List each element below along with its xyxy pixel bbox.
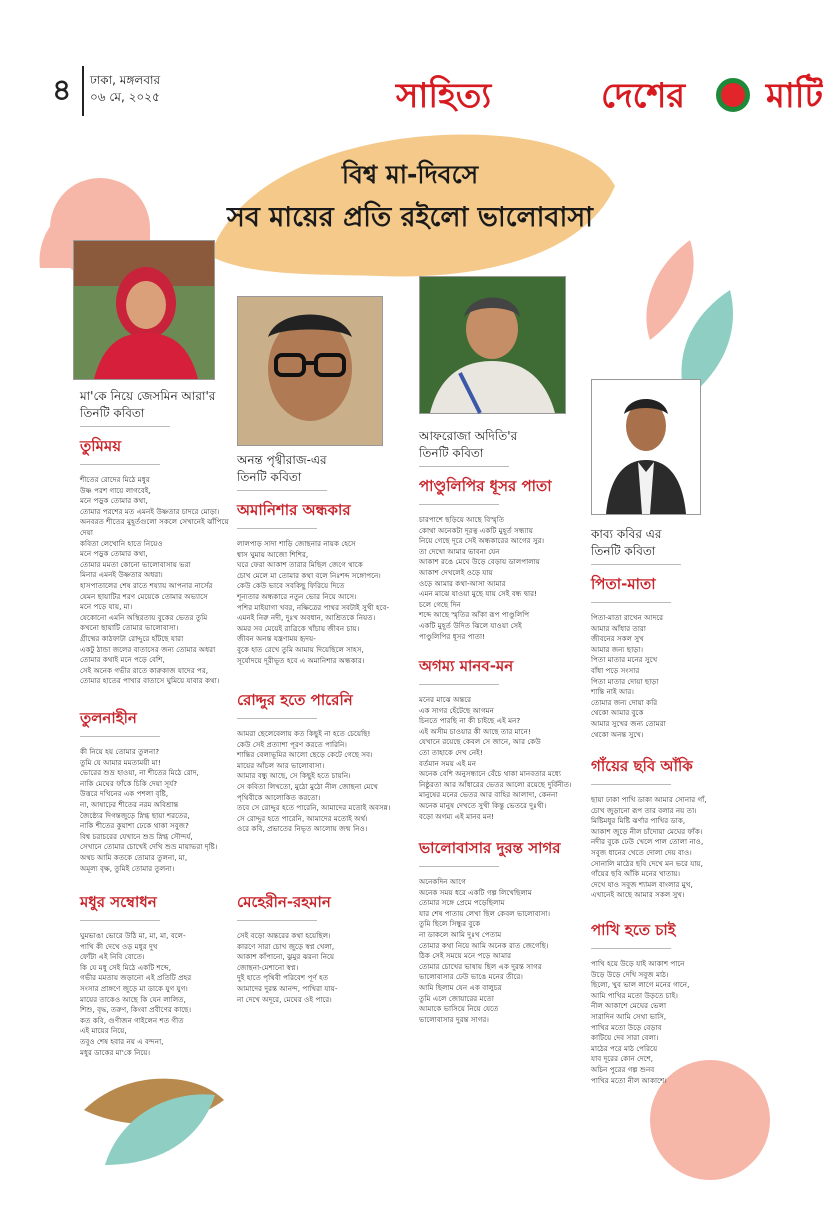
divider	[591, 948, 671, 949]
divider	[419, 466, 509, 467]
divider	[237, 920, 317, 921]
poem-text: ঘুমভাঙা ভোরে উঠি মা, মা, মা, বলে- পাখি কী দেখে ওড় মধুর দুখ ফোঁটা এই নিবি বোতে। কি যে মধু সেই মিঠে একটি শব্দে, গভীর মমতায় জড়ানো এই প্রতিটি প্রহর সংসার প্রাঙ্গণে জুড়ে মা ডাকে যুগ যুগ। মায়ের তাকেও আছে কি যেন লালিত, শিশু, বৃদ্ধ, তরুণ, কিংবা প্রবীণের কাছে। কত কবি, গুণীজন গাইলেন শত গীত এই মায়ের নিয়ে, তবুও শেষ হবার নয় এ বন্দনা, মধুর ডাকের মা'কে নিয়ে।	[80, 931, 192, 1057]
poem-title: রোদ্দুর হতে পারেনি	[237, 691, 353, 709]
banner-title-line-2: সব মায়ের প্রতি রইলো ভালোবাসা	[227, 202, 593, 233]
poem-title: পাখি হতে চাই	[591, 921, 676, 939]
divider	[80, 464, 160, 465]
author-subtitle-3: তিনটি কবিতা	[419, 446, 484, 460]
poem-text: মনের মাঝে অন্তরে এক সাগর হেঁটেছে আগমন চিনতে পারছি না কী চাইছে এই মন? এই অসীম চাওয়ার কী আছে তার মানে! যেখানে রয়েছে কেবল সে জানে, আর কেউ তো তাহাকে দেখ নেই! বর্তমান সময় এই মন অনেক বেশি অনুসন্ধানে বেঁচে থাকা মানবতার মধ্যে নিষ্ঠুরতা আর আঁধারের ভেতর আলো রয়েছে দুর্বিনীত। মানুষের মনের ভেতর আর বাহির আলাদা, কেননা অনেক মানুষ দেখতে সুখী কিন্তু ভেতরে দুঃখী। বড়ো অগম্য এই মানব মন!	[419, 695, 572, 821]
poem-title: অগম্য মানব-মন	[419, 657, 514, 675]
masthead-word-2: দেশের	[601, 76, 686, 116]
poem-title: ভালোবাসার দুরন্ত সাগর	[419, 839, 561, 857]
author-subtitle-2: তিনটি কবিতা	[237, 470, 302, 484]
header-divider	[82, 66, 84, 116]
poem-title: মেহেরীন-রহমান	[237, 893, 331, 911]
divider	[419, 684, 499, 685]
poem-text: আমরা ছেলেবেলায় কত কিছুই না হতে চেয়েছি! কেউ সেই প্রত্যাশা পূরণ করতে পারিনি। শান্তির বেলাভূমির আলো ছেড়ে কেটে গেছে সব। মায়ের আঁচল আর ভালোবাসা। আমার বন্ধু আছে, সে কিছুই হতে চায়নি। সে কবিতা লিখতো, মুঠো মুঠো নীল জোছনা মেখে পৃথিবীকে আলোকিত করতো। তবে সে রোদ্দুর হতে পারেনি, আমাদের মতোই অবসন্ন। সে রোদ্দুর হতে পারেনি, আমাদের মতোই অর্থ। ওরে কবি, প্রভাতের নিভৃত আলোয় জন্ম নিও।	[237, 729, 391, 834]
author-name-1: মা'কে নিয়ে জেসমিন আরা'র	[80, 389, 216, 403]
divider	[237, 528, 317, 529]
author-name-4: কাব্য কবির এর	[591, 527, 662, 541]
man-portrait-icon	[238, 297, 382, 445]
divider	[591, 564, 681, 565]
divider	[237, 718, 317, 719]
author-photo-4	[591, 379, 701, 515]
page-number: ৪	[52, 73, 72, 108]
masthead-word-1: সাহিত্য	[396, 76, 492, 116]
poem-text: চারপাশে ছড়িয়ে আছে বিস্মৃতি কোথা অনেকটা দূরত্ব একটি মুহূর্ত সন্ধ্যায় নিয়ে গেছে দূরে সেই অন্ধকারের আগের সুর। তা দেখো আমার ভাবনা যেন আকাশ রঙে মেঘে উড়ে বেড়ায় ডালপালায় আকাশ দেখলেই ওড়ে যায় ওড়ে আমার কথা-আসা আমার এমন মাঝে যাওয়া মুছে যায় সেই বন্ধ দ্বার! চলে গেছে দিন শব্দে আছে স্মৃতির আঁকা রূপ পাণ্ডুলিপি একটি মুহূর্ত উদিত ঝিলে যাওয়া সেই পাণ্ডুলিপির ধূসর পাতা!	[419, 515, 545, 641]
author-photo-1	[73, 240, 215, 380]
divider	[237, 490, 327, 491]
masthead	[396, 70, 823, 127]
divider	[80, 426, 170, 427]
place-day: ঢাকা, মঙ্গলবার	[90, 73, 161, 87]
author-name-3: আফরোজা অদিতি'র	[419, 429, 518, 443]
bangladesh-flag-icon	[716, 78, 750, 112]
poem-text: ছায়া ঢাকা পাখি ডাকা আমার সোনার গাঁ, চোখ জুড়ানো রূপ তার বলার নয় তা। মিষ্টিমধুর মিষ্টি ঝর্ণার পাখির ডাক, আকাশ জুড়ে নীল চাঁদোয়া মেঘের ফাঁক। নদীর বুকে ঢেউ খেলে পাল তোলা নাও, সবুজ ধানের খেতে দোলা দেয় বাও। সোনালি মাঠের ছবি দেখে মন ভরে যায়, গাঁয়ের ছবি আঁকি মনের খাতায়। দেখে যাও সবুজ শ্যামল বাংলার মুখ, এখানেই আছে আমার সকল সুখ।	[591, 795, 707, 900]
column-4	[591, 526, 741, 1095]
divider	[591, 602, 671, 603]
poem-title: অমানিশার অন্ধকার	[237, 501, 351, 519]
issue-date: ০৬ মে, ২০২৫	[90, 90, 160, 104]
young-man-portrait-icon	[592, 380, 700, 514]
poem-title: মধুর সম্বোধন	[80, 893, 157, 911]
divider	[419, 866, 499, 867]
poem-title: পাণ্ডুলিপির ধূসর পাতা	[419, 477, 552, 495]
author-photo-3	[419, 276, 566, 414]
column-3	[419, 428, 584, 1027]
author-name-2: অনন্ত পৃথ্বীরাজ-এর	[237, 453, 327, 467]
poem-text: লালপাড় সাদা শাড়ি জোছনার নায়ক হেসে শ্বাস ঘুমায় আজো শিশির, ঘরে ফেরা আকাশ তারার মিছিল জেগে থাকে চোখ মেলে মা তোমার কথা বলে নিঃশব্দ সঙ্গোপনে। কেউ কেউ ভাবে সবকিছু ফিরিয়ে দিতে শূন্যতার অন্ধকারে নতুন ভোর নিয়ে আসে। পশির মাইয়াগা খবর, নক্ষিত্রের পাথর সবটাই সুখী হবে- এমনই নিরু নদী, দুঃখ অবধান, আশ্রিতকে নিয়ত। অমর সব মেয়েই রাত্রিকে খাঁচায় জীবন চায়। জীবন অনন্ত যন্ত্রণাময় হৃদয়- বুকে হাত রেখে তুমি আমায় দিয়েছিলে সাহস, সূর্যোদয়ে দূরীভূত হবে এ অমানিশার অন্ধকার।	[237, 539, 390, 665]
poem-title: তুমিময়	[80, 437, 122, 455]
column-2	[237, 452, 402, 1017]
poem-text: কী নিয়ে হয় তোমার তুলনা? তুমি যে আমার মমতাময়ী মা! ভোরের শুভ্র হাওয়া, না শীতের মিঠে রোদ, নাকি মেঘের ফাঁকে চিকি দেয়া সূর্য? উত্তরে দখিনের এক পশলা বৃষ্টি, না, আষাঢ়ের শীতের নরম অবিশ্রান্ত জৈষ্ঠ্যের দিগন্তজুড়ে স্নিগ্ধ ছায়া শরতের, নাকি শীতের কুয়াশা ঢেকে থাকা সবুজ? বিশ্ব চরাচরের যেখানে শুভ্র স্নিগ্ধ সৌন্দর্য, সেখানে তোমার চোখেই দেখি শুভ্র মায়াভরা দৃষ্টি। অথচ আমি কতকে তোমার তুলনা, মা, অমূল্য বৃক্ষ, তুমিই তোমার তুলনা।	[80, 747, 218, 873]
divider	[80, 920, 160, 921]
masthead-word-3: মাটি	[766, 76, 823, 116]
divider	[419, 504, 499, 505]
poem-text: সেই বড়ো অন্তরের কথা হয়েছিল। কারণে সারা চোখ জুড়ে স্বপ্ন খেলা, আকাশ কাঁপানো, ঝুমুর ঝরনা নিয়ে জোছনা-মেশানো স্বপ্ন। দুই হাতে পৃথিবী পরিবেশ পূর্ণ হত আমাদের দুরন্ত আনন্দ, পাখিরা যায়- না দেখে অদূরে, মেঘের ওই পারে।	[237, 931, 338, 1004]
author-photo-2	[237, 296, 383, 446]
poem-text: পাখি হয়ে উড়ে যাই আকাশ পানে উড়ে উড়ে দেখি সবুজ মাঠ। ছিলো, খুব ভাল লাগে মনের গানে, আমি পাখির মতো উড়তে চাই। নীল আকাশে মেঘের ভেলা সারাদিন আমি সেথা ভাসি, পাখির মতো উড়ে বেড়াব কাটিয়ে দেব সারা বেলা। মাঠের পরে মাঠ পেরিয়ে যাব দূরের কোন দেশে, অচিন পুরের গল্প শুনব পাখির মতো নীল আকাশে।	[591, 959, 690, 1085]
poem-text: শীতের রোদের মিঠে মধুর উষ্ণ পরশ গায়ে লাগবেই, মনে পড়ুক তোমার কথা, তোমার পরশের মত এমনই উষ্ণতার চাদরে মোড়া। অনবরত শীতের মুহূর্তগুলো সকলে সেখানেই ঝাঁপিয়ে দেয়া কবিতা লেখোনি হাতে নিয়েও মনে পড়ুক তোমার কথা, তোমার মমতা কোনো ভালোবাসায় ভরা মিনার এমনই উষ্ণতার অধরা। হাসপাতালের শেষ রাতে শয্যায় আপনার নার্সের যেমন ছায়াটির শরণ মেয়েকে তোমার অভ্যাসে মনে পড়ে যায়, মা। যেকোনো এমনি অস্থিরতায় বুকের ভেতর তুমি কখনো ছায়াটি তোমার ভালোবাসা। গ্রীষ্মের কাঠফাটা রোদ্দুরে হাঁটছে যারা একটু ঠান্ডা জলের বাতাসের জন্য তোমার অধরা তোমার কথাই মনে পড়ে বেশি, সেই অনেক গভীর রাতে কারুকাজ যাদের পর, তোমার হাতের পাখার বাতাসে ঘুমিয়ে যাবার কথা।	[80, 475, 229, 686]
divider	[80, 736, 160, 737]
date-block	[90, 72, 160, 106]
author-subtitle-1: তিনটি কবিতা	[80, 406, 145, 420]
woman-portrait-icon	[74, 241, 214, 379]
column-1	[80, 388, 230, 1065]
poem-title: তুলনাহীন	[80, 709, 137, 727]
banner-title-line-1: বিশ্ব মা-দিবসে	[341, 160, 479, 189]
divider	[591, 784, 671, 785]
poem-title: পিতা-মাতা	[591, 575, 656, 593]
author-subtitle-4: তিনটি কবিতা	[591, 544, 656, 558]
poem-text: অনেকদিন আগে অনেক সময় ধরে একটি গল্প লিখেছিলাম তোমার সঙ্গে প্রেমে পড়েছিলাম যার শেষ পাতায় লেখা ছিল কেবল ভালোবাসা। তুমি ছিলে সিন্ধুর বুকে না ডাকলে আমি দুঃখ পেতাম তোমার কথা নিয়ে আমি অনেক রাত জেগেছি। ঠিক সেই সময়ে মনে পড়ে আমার তোমার চোখের ভাষায় ছিল এক দুরন্ত সাগর ভালোবাসার ঢেউ ভাঙে মনের তীরে। আমি ছিলাম যেন এক বালুচর তুমি এলে জোয়ারের মতো আমাকে ভাসিয়ে নিয়ে যেতে ভালোবাসার দুরন্ত সাগর।	[419, 877, 551, 1024]
woman-portrait-2-icon	[420, 277, 565, 413]
poem-title: গাঁয়ের ছবি আঁকি	[591, 757, 693, 775]
poem-text: পিতা-মাতা রাখেন আদরে আমার আঁধার তারা জীবনের সকল সুখ আমার জন্য ছাড়া। পিতা মাতার মনের সুখে বাঁধা পড়ে সংসার পিতা মাতার দোয়া ছাড়া শান্তি নাই আর। তোমার জন্য দোয়া করি থেকো আমার বুকে আমার সুখের জন্য তোমরা থেকো অনন্ত সুখে।	[591, 613, 666, 739]
teal-leaf-bottom-icon	[100, 1085, 220, 1165]
